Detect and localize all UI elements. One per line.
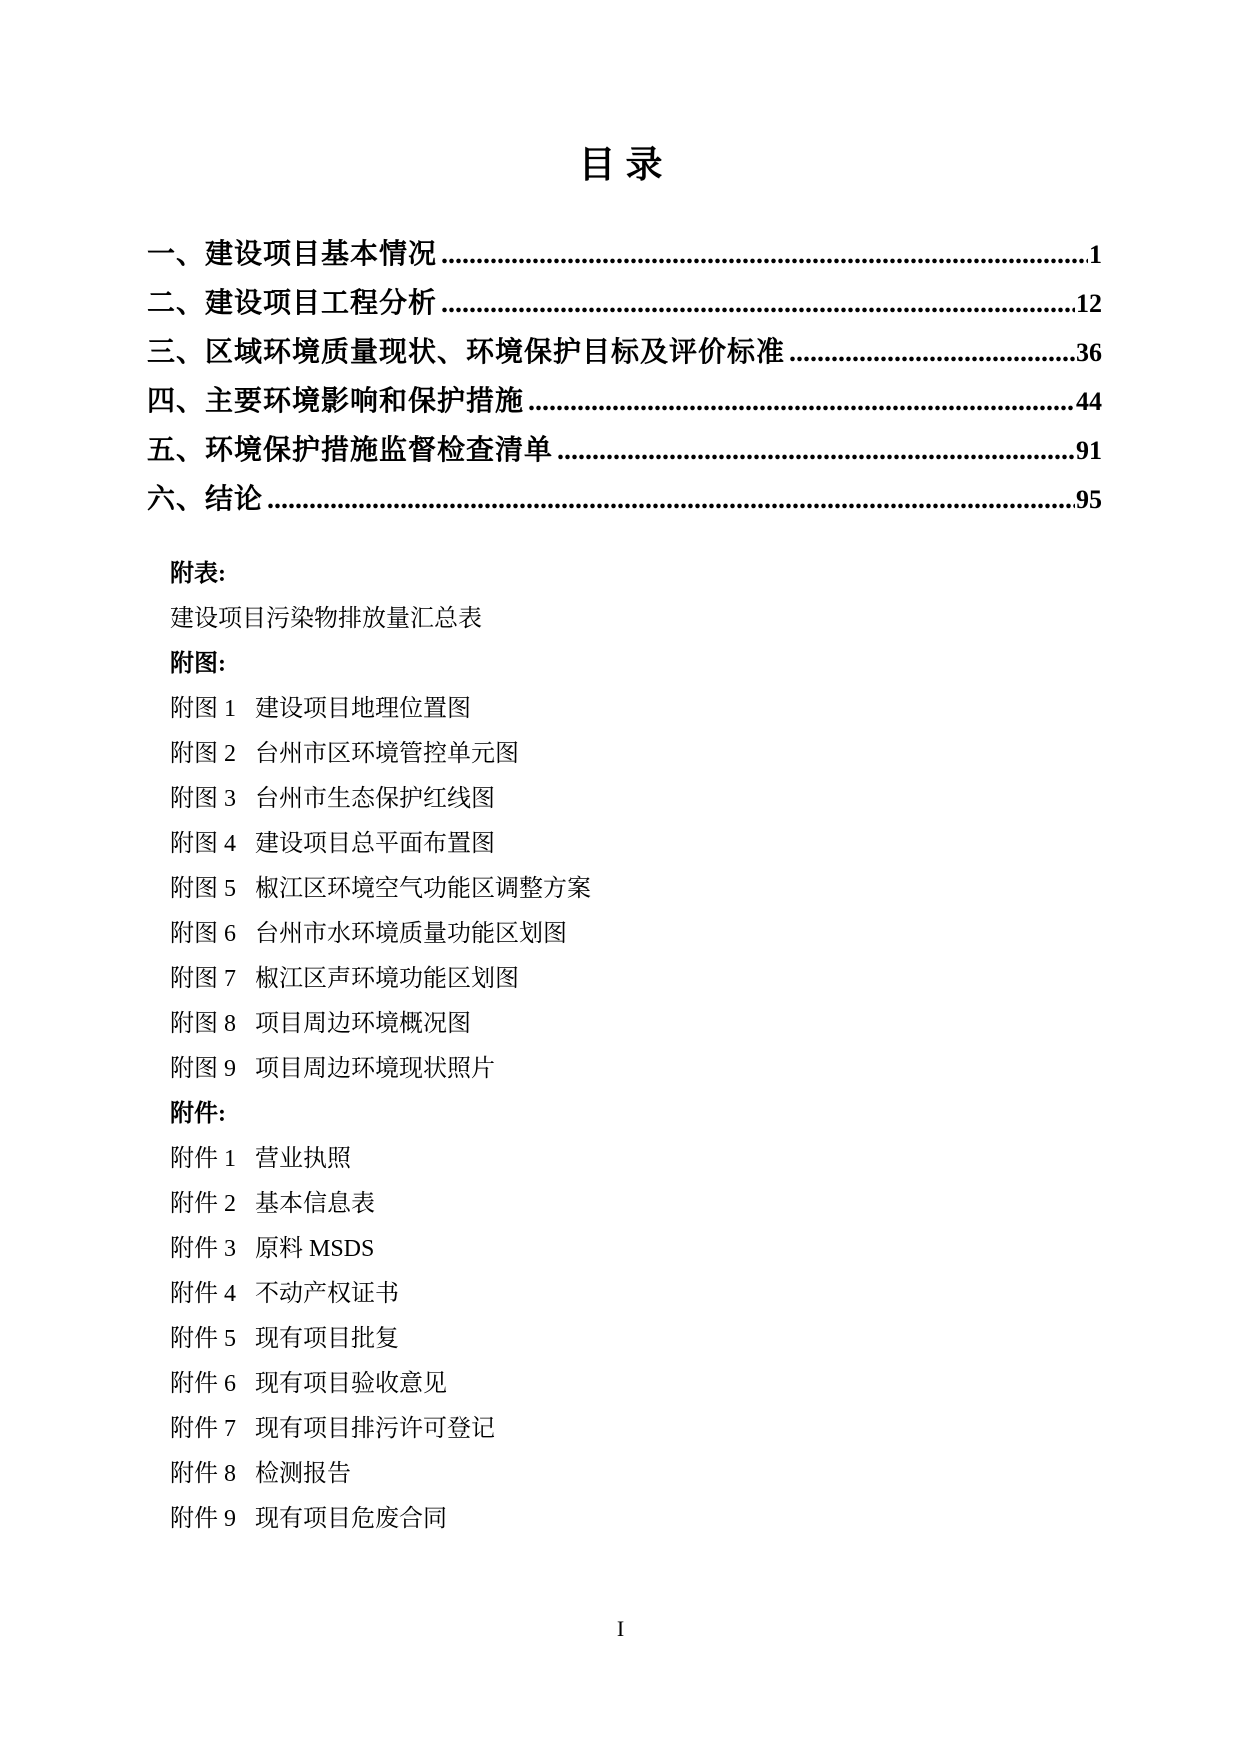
toc-entry bbox=[147, 230, 1102, 279]
toc-entry-page: 1 bbox=[1089, 240, 1102, 269]
appendix-figure-item bbox=[170, 912, 1100, 957]
appendix-attachment-item bbox=[170, 1362, 1100, 1407]
appendix-figure-label: 附图 1 bbox=[170, 696, 236, 722]
appendix-figure-title: 项目周边环境现状照片 bbox=[255, 1056, 495, 1082]
appendix-attachments-heading: 附件: bbox=[170, 1101, 226, 1127]
appendix-figure-label: 附图 4 bbox=[170, 831, 236, 857]
toc-entry-label: 一、建设项目基本情况 bbox=[147, 239, 438, 270]
appendix-figure-title: 台州市区环境管控单元图 bbox=[255, 741, 519, 767]
appendix-figure-title: 台州市水环境质量功能区划图 bbox=[255, 921, 567, 947]
appendix-attachment-label: 附件 4 bbox=[170, 1281, 236, 1307]
appendix-attachment-item bbox=[170, 1182, 1100, 1227]
appendix-figure-label: 附图 2 bbox=[170, 741, 236, 767]
toc-entry bbox=[147, 279, 1102, 328]
appendix-tables-heading: 附表: bbox=[170, 561, 226, 587]
appendix-attachment-title: 不动产权证书 bbox=[255, 1281, 399, 1307]
appendix-figure-item bbox=[170, 867, 1100, 912]
appendix-figure-title: 椒江区环境空气功能区调整方案 bbox=[255, 876, 591, 902]
toc-entry-page: 95 bbox=[1076, 485, 1102, 514]
appendix-table-item-title: 建设项目污染物排放量汇总表 bbox=[170, 606, 482, 632]
appendix-attachment-item bbox=[170, 1452, 1100, 1497]
appendix-attachment-label: 附件 9 bbox=[170, 1506, 236, 1532]
appendix-attachment-title: 基本信息表 bbox=[255, 1191, 375, 1217]
toc-entry-label: 三、区域环境质量现状、环境保护目标及评价标准 bbox=[147, 337, 786, 368]
page-number: I bbox=[616, 1616, 625, 1641]
toc-entry bbox=[147, 377, 1102, 426]
toc-entry-label: 六、结论 bbox=[147, 484, 264, 515]
appendix-figure-label: 附图 9 bbox=[170, 1056, 236, 1082]
appendix-figure-title: 项目周边环境概况图 bbox=[255, 1011, 471, 1037]
appendix-figure-label: 附图 7 bbox=[170, 966, 236, 992]
appendix-attachment-item bbox=[170, 1227, 1100, 1272]
toc-entry-page: 91 bbox=[1076, 436, 1102, 465]
appendix-table-item bbox=[170, 597, 1100, 642]
toc-leader-dots bbox=[441, 288, 1075, 320]
appendix-figure-title: 台州市生态保护红线图 bbox=[255, 786, 495, 812]
appendix-figure-label: 附图 3 bbox=[170, 786, 236, 812]
toc-entry bbox=[147, 426, 1102, 475]
appendix-figure-label: 附图 8 bbox=[170, 1011, 236, 1037]
appendix-figure-title: 椒江区声环境功能区划图 bbox=[255, 966, 519, 992]
appendix-figure-title: 建设项目总平面布置图 bbox=[255, 831, 495, 857]
toc-entry-label: 五、环境保护措施监督检查清单 bbox=[147, 435, 554, 466]
appendix-attachment-label: 附件 1 bbox=[170, 1146, 236, 1172]
appendix-figure-item bbox=[170, 777, 1100, 822]
appendix-attachment-label: 附件 5 bbox=[170, 1326, 236, 1352]
appendix-attachment-label: 附件 3 bbox=[170, 1236, 236, 1262]
toc-leader-dots bbox=[528, 386, 1075, 418]
appendix-attachment-item bbox=[170, 1317, 1100, 1362]
appendix-attachment-label: 附件 7 bbox=[170, 1416, 236, 1442]
toc-entry-label: 二、建设项目工程分析 bbox=[147, 288, 438, 319]
appendix-attachment-label: 附件 6 bbox=[170, 1371, 236, 1397]
appendix-figures-heading: 附图: bbox=[170, 651, 226, 677]
appendix-attachment-title: 现有项目验收意见 bbox=[255, 1371, 447, 1397]
appendix-attachment-item bbox=[170, 1137, 1100, 1182]
toc-entry-page: 12 bbox=[1076, 289, 1102, 318]
appendix-figure-item bbox=[170, 822, 1100, 867]
appendix-attachment-title: 现有项目危废合同 bbox=[255, 1506, 447, 1532]
toc-entry-label: 四、主要环境影响和保护措施 bbox=[147, 386, 525, 417]
appendix-attachment-title: 营业执照 bbox=[255, 1146, 351, 1172]
toc-entry bbox=[147, 328, 1102, 377]
toc-entry-page: 44 bbox=[1076, 387, 1102, 416]
page-title: 目录 bbox=[578, 145, 673, 186]
appendix-attachment-item bbox=[170, 1272, 1100, 1317]
appendix-figure-item bbox=[170, 1047, 1100, 1092]
appendix-attachment-label: 附件 2 bbox=[170, 1191, 236, 1217]
appendix-attachment-title: 检测报告 bbox=[255, 1461, 351, 1487]
toc-leader-dots bbox=[267, 484, 1075, 516]
appendix-figure-item bbox=[170, 957, 1100, 1002]
toc-entry bbox=[147, 475, 1102, 524]
appendix-figure-item bbox=[170, 732, 1100, 777]
table-of-contents bbox=[147, 230, 1102, 524]
appendix-figure-label: 附图 5 bbox=[170, 876, 236, 902]
appendix-attachment-item bbox=[170, 1407, 1100, 1452]
appendix-section bbox=[170, 552, 1100, 1542]
appendix-figure-item bbox=[170, 687, 1100, 732]
toc-entry-page: 36 bbox=[1076, 338, 1102, 367]
appendix-attachment-item bbox=[170, 1497, 1100, 1542]
appendix-figure-title: 建设项目地理位置图 bbox=[255, 696, 471, 722]
toc-leader-dots bbox=[789, 337, 1075, 369]
toc-leader-dots bbox=[441, 239, 1088, 271]
appendix-figure-label: 附图 6 bbox=[170, 921, 236, 947]
appendix-attachment-title: 原料 MSDS bbox=[255, 1236, 375, 1262]
appendix-attachment-title: 现有项目批复 bbox=[255, 1326, 399, 1352]
appendix-figure-item bbox=[170, 1002, 1100, 1047]
appendix-attachment-title: 现有项目排污许可登记 bbox=[255, 1416, 495, 1442]
appendix-attachment-label: 附件 8 bbox=[170, 1461, 236, 1487]
toc-leader-dots bbox=[557, 435, 1075, 467]
